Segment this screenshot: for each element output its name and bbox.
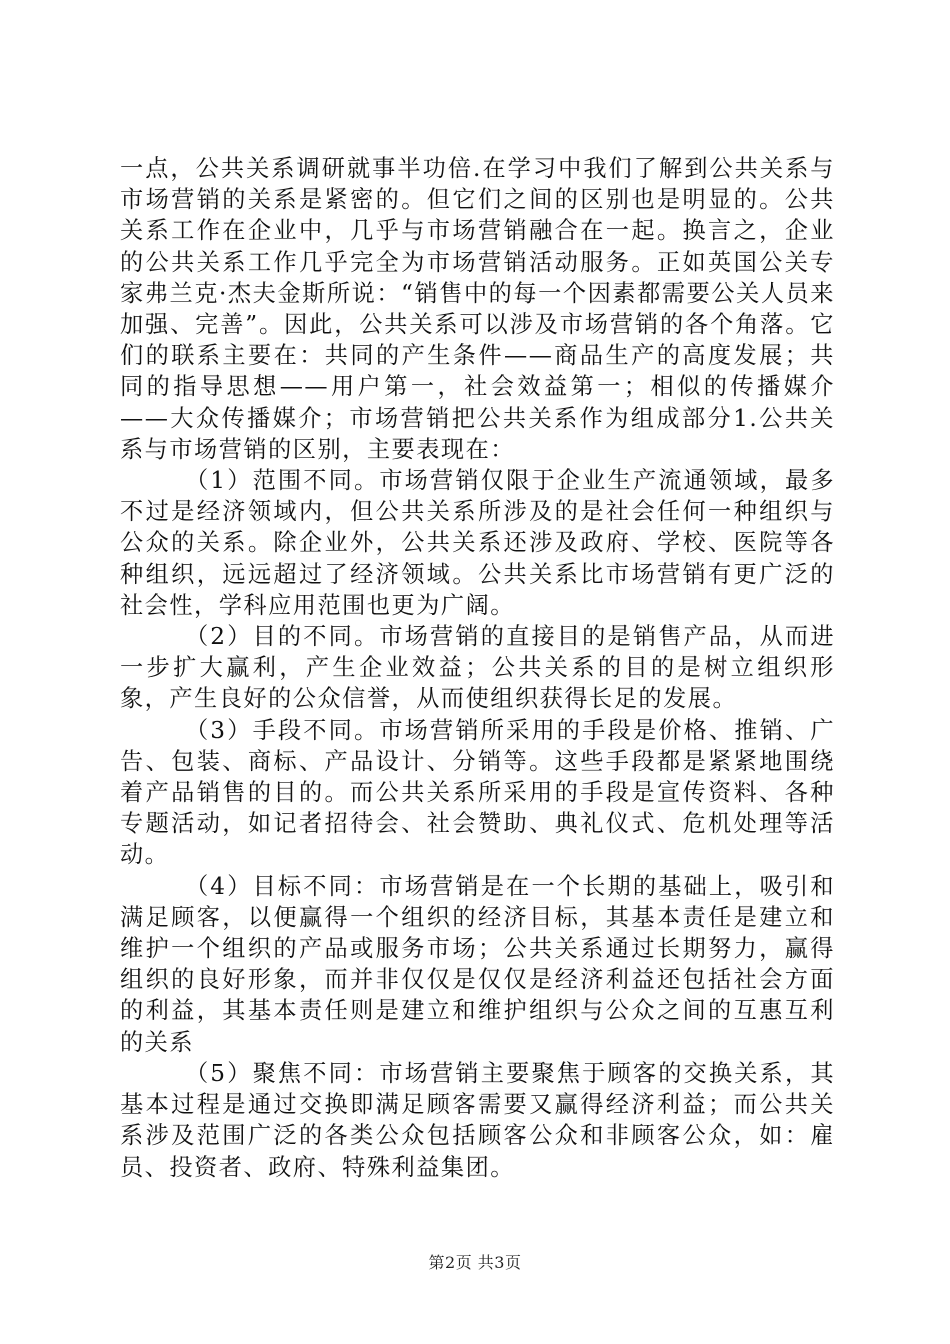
paragraph-focus: （5）聚焦不同：市场营销主要聚焦于顾客的交换关系，其基本过程是通过交换即满足顾客需要又赢得经济利益；而公共关系涉及范围广泛的各类公众包括顾客公众和非顾客公众，如：雇员、投资者、政府、特殊利益集团。 <box>120 1059 835 1181</box>
paragraph-means: （3）手段不同。市场营销所采用的手段是价格、推销、广告、包装、商标、产品设计、分销等。这些手段都是紧紧地围绕着产品销售的目的。而公共关系所采用的手段是宣传资料、各种专题活动，如记者招待会、社会赞助、典礼仪式、危机处理等活动。 <box>120 716 835 869</box>
paragraph-purpose: （2）目的不同。市场营销的直接目的是销售产品，从而进一步扩大赢利，产生企业效益；公共关系的目的是树立组织形象，产生良好的公众信誉，从而使组织获得长足的发展。 <box>120 623 835 713</box>
paragraph-goal: （4）目标不同：市场营销是在一个长期的基础上，吸引和满足顾客，以便赢得一个组织的经济目标，其基本责任是建立和维护一个组织的产品或服务市场；公共关系通过长期努力，赢得组织的良好形象，而并非仅仅是仅仅是经济利益还包括社会方面的利益，其基本责任则是建立和维护组织与公众之间的互惠互利的关系 <box>120 872 835 1056</box>
paragraph-intro: 一点，公共关系调研就事半功倍.在学习中我们了解到公共关系与市场营销的关系是紧密的。但它们之间的区别也是明显的。公共关系工作在企业中，几乎与市场营销融合在一起。换言之，企业的公共关系工作几乎完全为市场营销活动服务。正如英国公关专家弗兰克·杰夫金斯所说：“销售中的每一个因素都需要公关人员来加强、完善”。因此，公共关系可以涉及市场营销的各个角落。它们的联系主要在：共同的产生条件——商品生产的高度发展；共同的指导思想——用户第一，社会效益第一；相似的传播媒介——大众传播媒介；市场营销把公共关系作为组成部分1.公共关系与市场营销的区别，主要表现在： <box>120 155 835 463</box>
page-number-footer: 第2页 共3页 <box>428 1253 522 1272</box>
paragraph-scope: （1）范围不同。市场营销仅限于企业生产流通领域，最多不过是经济领域内，但公共关系所涉及的是社会任何一种组织与公众的关系。除企业外，公共关系还涉及政府、学校、医院等各种组织，远远超过了经济领域。公共关系比市场营销有更广泛的社会性，学科应用范围也更为广阔。 <box>120 467 835 619</box>
document-body <box>120 153 835 1183</box>
